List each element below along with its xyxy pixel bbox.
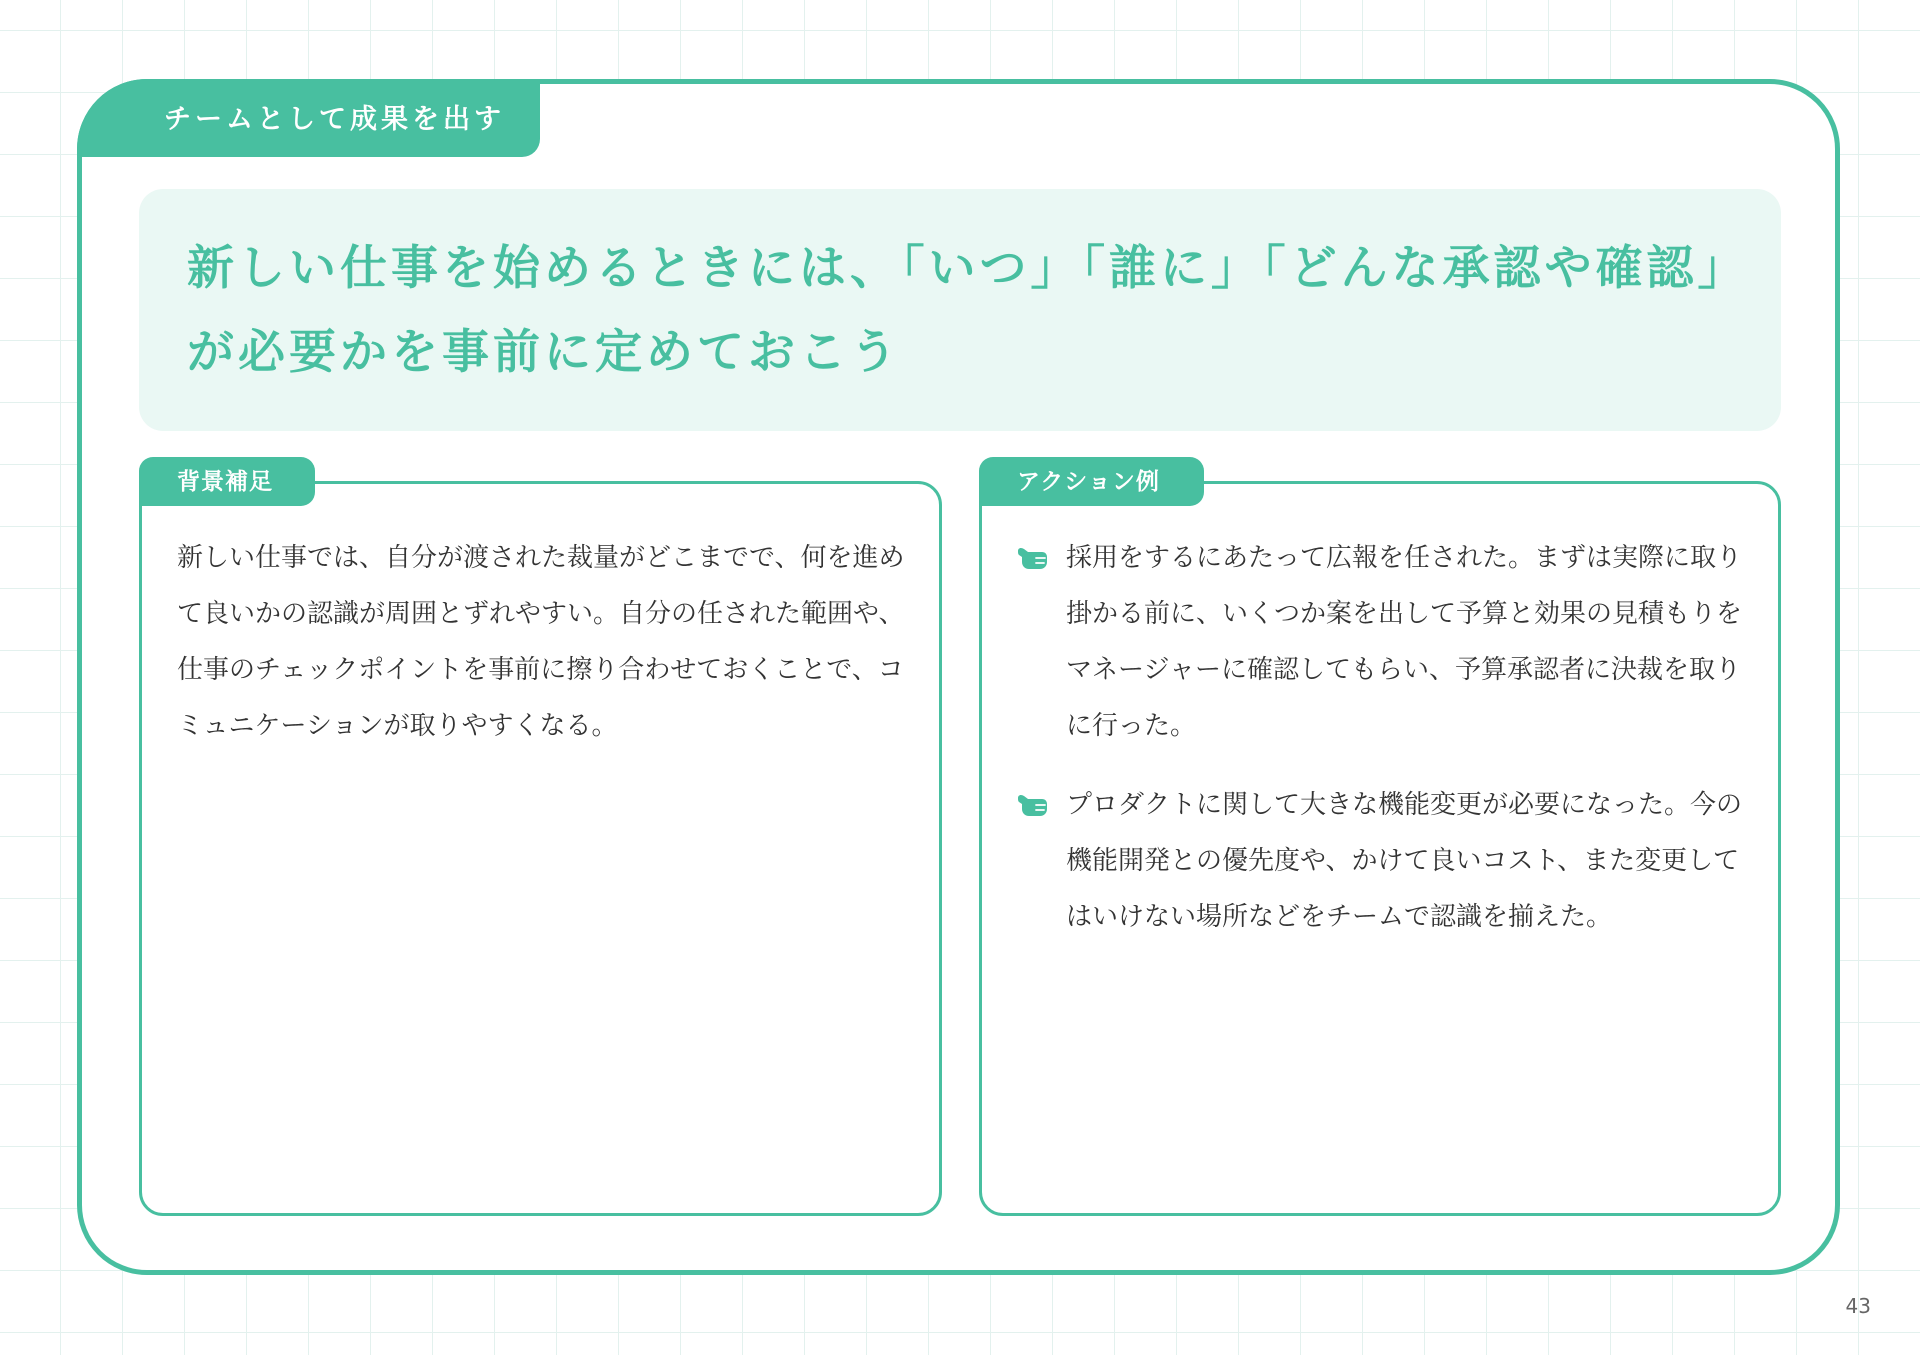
section-title-tab: [77, 79, 540, 157]
pointing-hand-icon: [1016, 792, 1048, 818]
background-label: 背景補足: [177, 469, 273, 495]
action-item: [1013, 530, 1753, 754]
actions-label: アクション例: [1017, 469, 1160, 495]
page-number: 43: [1845, 1294, 1871, 1318]
action-item: [1013, 777, 1753, 945]
background-text: 新しい仕事では、自分が渡された裁量がどこまでで、何を進めて良いかの認識が周囲とずれやすい。自分の任された範囲や、仕事のチェックポイントを事前に擦り合わせておくことで、コミュニケーションが取りやすくなる。: [177, 543, 905, 741]
action-list: [1013, 530, 1753, 968]
headline: 新しい仕事を始めるときには、「いつ」「誰に」「どんな承認や確認」が必要かを事前に定めておこう: [187, 241, 1725, 380]
action-item-text: プロダクトに関して大きな機能変更が必要になった。今の機能開発との優先度や、かけて良いコスト、また変更してはいけない場所などをチームで認識を揃えた。: [1066, 790, 1743, 932]
pointing-hand-icon: [1016, 545, 1048, 571]
background-label-tab: [139, 457, 315, 506]
action-item-text: 採用をするにあたって広報を任された。まずは実際に取り掛かる前に、いくつか案を出して予算と効果の見積もりをマネージャーに確認してもらい、予算承認者に決裁を取りに行った。: [1066, 543, 1743, 741]
section-title: チームとして成果を出す: [164, 104, 505, 135]
headline-box: [139, 189, 1781, 431]
actions-label-tab: [979, 457, 1204, 506]
